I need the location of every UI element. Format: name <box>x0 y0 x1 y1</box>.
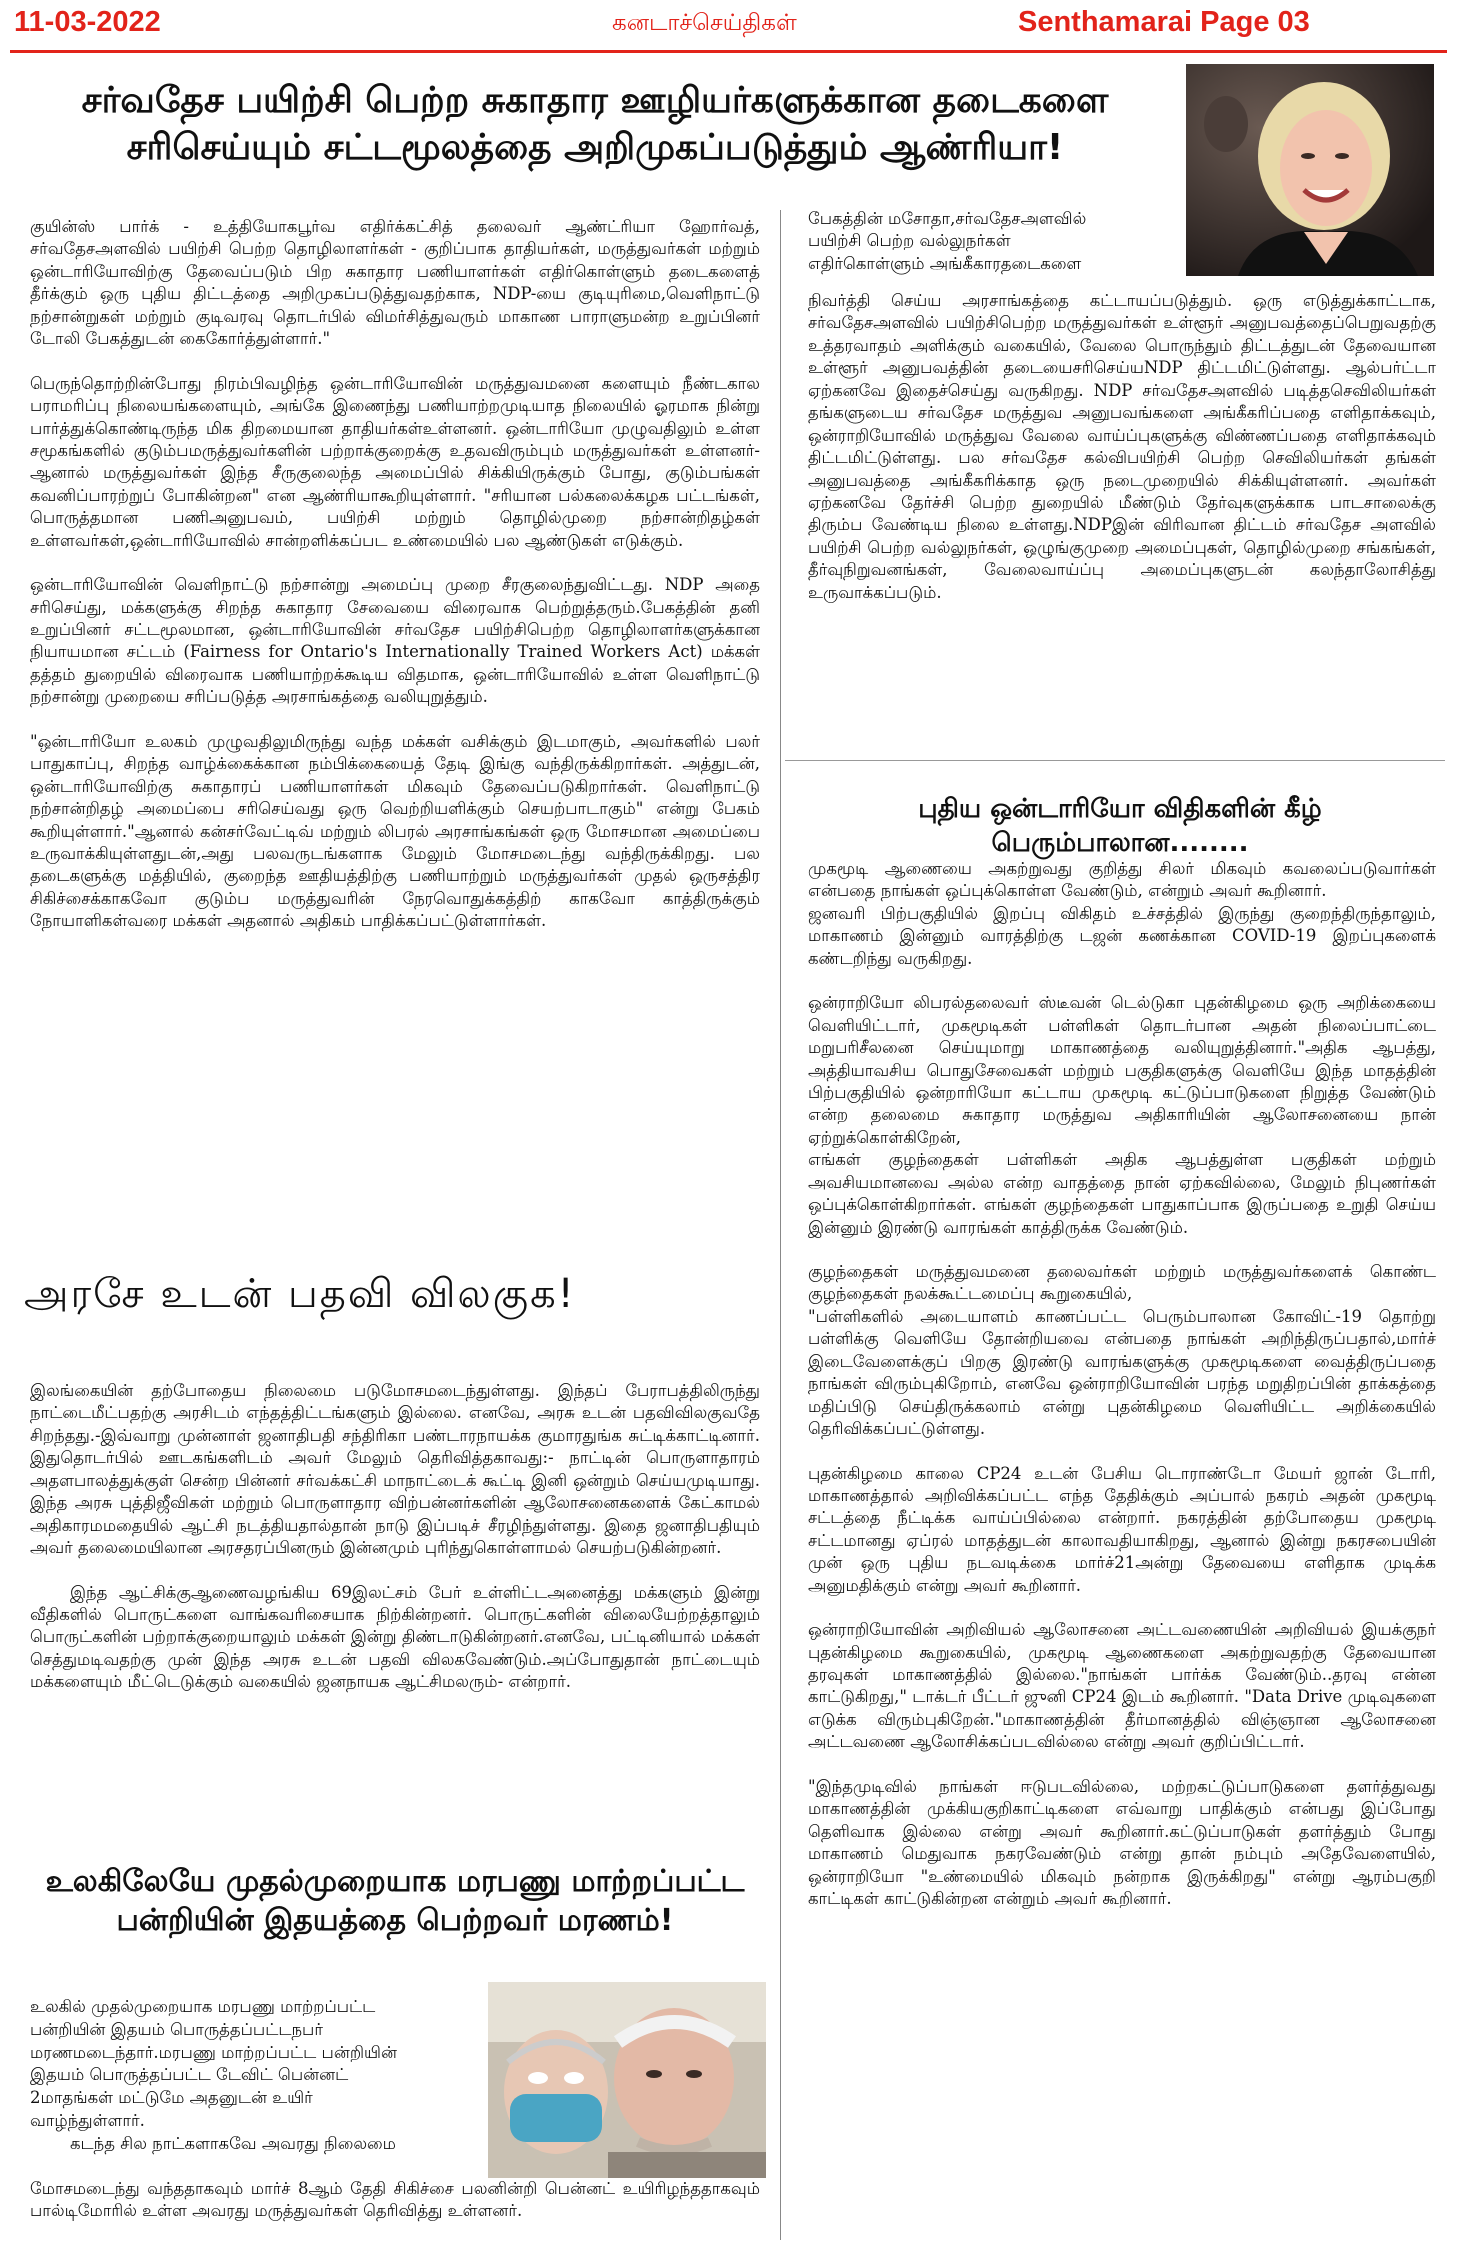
article1-headline-line2: சரிசெய்யும் சட்டமூலத்தை அறிமுகப்படுத்தும் ஆண்ரியா! <box>126 126 1064 168</box>
article2-column <box>30 1380 760 1840</box>
article4-paragraph: முகமூடி ஆணையை அகற்றுவது குறித்து சிலர் மிகவும் கவலைப்படுவார்கள் என்பதை நாங்கள் ஒப்புக்கொள்ள வேண்டும், என்றும் அவர் கூறினார். <box>808 859 1436 901</box>
section-rule <box>785 760 1445 761</box>
article1-right-line: எதிர்கொள்ளும் அங்கீகாரதடைகளை <box>808 253 1082 273</box>
article4-paragraph: குழந்தைகள் மருத்துவமனை தலைவர்கள் மற்றும் மருத்துவர்களைக் கொண்ட குழந்தைகள் நலக்கூட்டமைப்பு கூறுகையில், <box>808 1262 1436 1304</box>
article2-paragraph: இலங்கையின் தற்போதைய நிலைமை படுமோசமடைந்துள்ளது. இந்தப் பேராபத்திலிருந்து நாட்டைமீட்பதற்கு அரசிடம் எந்தத்திட்டங்களும் இல்லை. எனவே, அரசு உடன் பதவிவிலகுவதே சிறந்தது.-இவ்வாறு முன்னாள் ஜனாதிபதி சந்திரிகா பண்டாரநாயக்க குமாரதுங்க சுட்டிக்காட்டினார். இதுதொடர்பில் ஊடகங்களிடம் அவர் மேலும் தெரிவித்தகாவது:- நாட்டின் பொருளாதாரம் அதளபாலத்துக்குள் சென்ற பின்னர் சர்வக்கட்சி மாநாட்டைக் கூட்டி இனி ஒன்றும் செய்யமுடியாது. இந்த அரசு புத்திஜீவிகள் மற்றும் பொருளாதார விற்பன்னர்களின் ஆலோசனைகளைக் கேட்காமல் அதிகாரமமதையில் ஆட்சி நடத்தியதால்தான் நாடு இப்படிச் சீரழிந்துள்ளது. இதை ஜனாதிபதியும் அவர் தலைமையிலான அரசதரப்பினரும் இன்னமும் புரிந்துகொள்ளாமல் செயற்படுகின்றனர். <box>30 1381 760 1558</box>
article4-paragraph: ஒன்ராறியோவின் அறிவியல் ஆலோசனை அட்டவணையின் அறிவியல் இயக்குநர் புதன்கிழமை கூறுகையில், முகமூடி ஆணைகளை அகற்றுவதற்கு தேவையான தரவுகள் மாகாணத்தில் இல்லை."நாங்கள் பார்க்க வேண்டும்..தரவு என்ன காட்டுகிறது," டாக்டர் பீட்டர் ஜுனி CP24 இடம் கூறினார். "Data Drive முடிவுகளை எடுக்க விரும்புகிறேன்."மாகாணத்தின் தீர்மானத்தில் விஞ்ஞான ஆலோசனை அட்டவணை ஆலோசிக்கப்படவில்லை என்று அவர் குறிப்பிட்டார். <box>808 1620 1436 1752</box>
column-divider <box>780 210 781 2240</box>
article1-left-column <box>30 216 760 1281</box>
article3-continued <box>30 2178 760 2246</box>
article1-right-line: பயிற்சி பெற்ற வல்லுநர்கள் <box>808 231 1011 251</box>
article3-intro <box>30 1996 480 2155</box>
article4-paragraph: "இந்தமுடிவில் நாங்கள் ஈடுபடவில்லை, மற்றகட்டுப்பாடுகளை தளர்த்துவது மாகாணத்தின் முக்கியகுறிகாட்டிகளை எவ்வாறு பாதிக்கும் என்பது இப்போது தெளிவாக இல்லை என்று அவர் கூறினார்.கட்டுப்பாடுகள் தளர்த்தும் போது மாகாணம் மெதுவாக நகரவேண்டும் என்று தான் நம்பும் அதேவேளையில், ஒன்ராறியோ "உண்மையில் மிகவும் நன்றாக இருக்கிறது" என்று ஆரம்பகுறி காட்டிகள் காட்டுகின்றன என்றும் அவர் கூறினார். <box>808 1776 1436 1908</box>
article1-paragraph: "ஒன்டாரியோ உலகம் முழுவதிலுமிருந்து வந்த மக்கள் வசிக்கும் இடமாகும், அவர்களில் பலர் பாதுகாப்பு, சிறந்த வாழ்க்கைக்கான நம்பிக்கையைத் தேடி இங்கு வந்திருக்கிறார்கள். அத்துடன், ஒன்டாரியோவிற்கு சுகாதாரப் பணியாளர்கள் மிகவும் தேவைப்படுகிறார்கள். வெளிநாட்டு நற்சான்றிதழ் அமைப்பை சரிசெய்வது ஒரு வெற்றியளிக்கும் செயற்பாடாகும்" என்று பேகம் கூறியுள்ளார்."ஆனால் கன்சர்வேட்டிவ் மற்றும் லிபரல் அரசாங்கங்கள் ஒரு மோசமான அமைப்பை உருவாக்கியுள்ளதுடன்,அது பலவருடங்களாக மேலும் மோசமடைந்து வந்திருக்கிறது. பல தடைகளுக்கு மத்தியில், குறைந்த ஊதியத்திற்கு பணியாற்றும் மருத்துவர்கள் முதல் ஒருசத்திர சிகிச்சைக்காகவோ குடும்ப மருத்துவரின் நேரவொதுக்கத்திற் காகவோ காத்திருக்கும் நோயாளிகள்வரை மக்கள் அதனால் அதிகம் பாதிக்கப்பட்டுள்ளார்கள். <box>30 731 760 931</box>
article1-paragraph: ஒன்டாரியோவின் வெளிநாட்டு நற்சான்று அமைப்பு முறை சீரகுலைந்துவிட்டது. NDP அதை சரிசெய்து, மக்களுக்கு சிறந்த சுகாதார சேவையை விரைவாக பெற்றுத்தரும்.பேகத்தின் தனி உறுப்பினர் சட்டமூலமான, ஒன்டாரியோவின் சர்வதேச பயிற்சிபெற்ற தொழிலாளர்களுக்கான நியாயமான சட்டம் (Fairness for Ontario's Internationally Trained Workers Act) மக்கள் தத்தம் துறையில் விரைவாக பணியாற்றக்கூடிய விதமாக, ஒன்டாரியோவில் உள்ள வெளிநாட்டு நற்சான்று முறையை சரிப்படுத்த அரசாங்கத்தை வலியுறுத்தும். <box>30 575 760 707</box>
page-label: Senthamarai Page 03 <box>1018 6 1310 38</box>
issue-date: 11-03-2022 <box>14 6 161 38</box>
article1-paragraph: பெருந்தொற்றின்போது நிரம்பிவழிந்த ஒன்டாரியோவின் மருத்துவமனை களையும் நீண்டகால பராமரிப்பு நிலையங்களையும், அங்கே இணைந்து பணியாற்றமுடியாத நிலையில் ஓரமாக நின்று பார்த்துக்கொண்டிருந்த மிக திறமையான தாதியர்கள்உள்ளனர். ஒன்டாரியோ முழுவதிலும் உள்ள சமூகங்களில் குடும்பமருத்துவர்களின் பற்றாக்குறைக்கு உதவவிரும்பும் மருத்துவர்கள் உள்ளனர்- ஆனால் மருத்துவர்கள் இந்த சீருகுலைந்த அமைப்பில் சிக்கியிருக்கும் போது, குடும்பங்கள் கவனிப்பாரற்றுப் போகின்றன" என ஆண்ரியாகூறியுள்ளார். "சரியான பல்கலைக்கழக பட்டங்கள், பொருத்தமான பணிஅனுபவம், பயிற்சி மற்றும் தொழில்முறை நற்சான்றிதழ்கள் உள்ளவர்கள்,ஒன்டாரியோவில் சான்றளிக்கப்பட உண்மையில் பல ஆண்டுகள் எடுக்கும். <box>30 373 760 550</box>
article2-paragraph: இந்த ஆட்சிக்குஆணைவழங்கிய 69இலட்சம் பேர் உள்ளிட்டஅனைத்து மக்களும் இன்று வீதிகளில் பொருட்களை வாங்கவரிசையாக நிற்கின்றனர். பொருட்களின் விலையேற்றத்தாலும் பொருட்களின் பற்றாக்குறையாலும் மக்கள் இன்று திண்டாடுகின்றனர்.எனவே, பட்டினியால் மக்கள் செத்துமடிவதற்கு முன் இந்த அரசு உடன் பதவி விலகவேண்டும்.அப்போதுதான் நாட்டையும் மக்களையும் மீட்டெடுக்கும் வகையில் ஜனநாயக ஆட்சிமலரும்- என்றார். <box>30 1582 760 1692</box>
article1-paragraph: நிவர்த்தி செய்ய அரசாங்கத்தை கட்டாயப்படுத்தும். ஒரு எடுத்துக்காட்டாக, சர்வதேசஅளவில் பயிற்சிபெற்ற மருத்துவர்கள் உள்ளூர் அனுபவத்தைப்பெறுவதற்கு உத்தரவாதம் அளிக்கும் வகையில், வேலை பொருந்தும் திட்டத்துடன் தேவையான உள்ளூர் அனுபவத்தின் தடையைசரிசெய்யNDP திட்டமிட்டுள்ளது. ஆல்பர்ட்டா ஏற்கனவே இதைச்செய்து வருகிறது. NDP சர்வதேசஅளவில் படித்தசெவிலியர்கள் தங்களுடைய சர்வதேச மருத்துவ அனுபவங்களை அங்கீகரிப்பதை எளிதாக்கவும், ஒன்ராறியோவில் மருத்துவ வேலை வாய்ப்புகளுக்கு விண்ணப்பதை எளிதாக்கவும் திட்டமிட்டுள்ளது. பல சர்வதேச கல்விபயிற்சி பெற்ற செவிலியர்கள் தங்கள் அனுபவத்தை அங்கீகரிக்காத ஒரு நடைமுறையில் சிக்கியுள்ளனர். அவர்கள் ஏற்கனவே தேர்ச்சி பெற்ற துறையில் மீண்டும் தேர்வுகளுக்காக பாடசாலைக்கு திரும்ப வேண்டிய நிலை உள்ளது.NDPஇன் விரிவான திட்டம் சர்வதேச அளவில் பயிற்சி பெற்ற வல்லுநர்கள், ஒழுங்குமுறை அமைப்புகள், தொழில்முறை சங்கங்கள், தீர்வுநிறுவனங்கள், வேலைவாய்ப்பு அமைப்புகளுடன் கலந்தாலோசித்து உருவாக்கப்படும். <box>808 291 1436 602</box>
article1-right-column <box>808 290 1436 750</box>
header-rule <box>10 50 1447 53</box>
article4-headline: புதிய ஒன்டாரியோ விதிகளின் கீழ் பெரும்பாலான........ <box>918 794 1322 858</box>
portrait-photo-icon <box>1186 64 1434 276</box>
article4-paragraph: ஜனவரி பிற்பகுதியில் இறப்பு விகிதம் உச்சத்தில் இருந்து குறைந்திருந்தாலும், மாகாணம் இன்னும் வாரத்திற்கு டஜன் கணக்கான COVID-19 இறப்புகளைக் கண்டறிந்து வருகிறது. <box>808 903 1436 968</box>
article3-line: பன்றியின் இதயம் பொருத்தப்பட்டநபர் <box>30 2019 323 2039</box>
article3-line: மரணமடைந்தார்.மரபணு மாற்றப்பட்ட பன்றியின் <box>30 2042 397 2062</box>
article3-line: கடந்த சில நாட்களாகவே அவரது நிலைமை <box>70 2133 396 2153</box>
article3-line: வாழ்ந்துள்ளார். <box>30 2110 145 2130</box>
article3-line: உலகில் முதல்முறையாக மரபணு மாற்றப்பட்ட <box>30 1997 376 2016</box>
article1-paragraph: குயின்ஸ் பார்க் - உத்தியோகபூர்வ எதிர்க்கட்சித் தலைவர் ஆண்ட்ரியா ஹோர்வத், சர்வதேசஅளவில் பயிற்சி பெற்ற தொழிலாளர்கள் - குறிப்பாக தாதியர்கள், மருத்துவர்கள் மற்றும் ஒன்டாரியோவிற்கு தேவைப்படும் பிற சுகாதார பணியாளர்கள் எதிர்கொள்ளும் தடைகளைத் தீர்க்கும் ஒரு புதிய திட்டத்தை அறிமுகப்படுத்துவதற்காக, NDP-யை குடியுரிமை,வெளிநாட்டு நற்சான்றுகள் மற்றும் குடிவரவு தொடர்பில் விமர்சித்துவரும் மாகாண பாராளுமன்ற உறுப்பினர் டோலி பேகத்துடன் கைகோர்த்துள்ளார்." <box>30 217 760 349</box>
article1-right-column-top <box>808 208 1180 275</box>
article3-line: 2மாதங்கள் மட்டுமே அதனுடன் உயிர் <box>30 2088 313 2108</box>
article3-paragraph: மோசமடைந்து வந்ததாகவும் மார்ச் 8ஆம் தேதி சிகிச்சை பலனின்றி பென்னட் உயிரிழந்ததாகவும் பால்டிமோரில் உள்ள அவரது மருத்துவர்கள் தெரிவித்து உள்ளனர். <box>30 2179 760 2221</box>
article4-paragraph: "பள்ளிகளில் அடையாளம் காணப்பட்ட பெரும்பாலான கோவிட்-19 தொற்று பள்ளிக்கு வெளியே தோன்றியவை என்பதை நாங்கள் அறிந்திருப்பதால்,மார்ச் இடைவேளைக்குப் பிறகு இரண்டு வாரங்களுக்கு முகமூடிகளை வைத்திருப்பதை நாங்கள் விரும்புகிறோம், எனவே ஒன்ராறியோவின் பரந்த மறுதிறப்பின் தாக்கத்தை மதிப்பிடு செய்திருக்கலாம் என்று புதன்கிழமை வெளியிட்ட அறிக்கையில் தெரிவிக்கப்பட்டுள்ளது. <box>808 1306 1436 1439</box>
article4-paragraph: ஒன்ராறியோ லிபரல்தலைவர் ஸ்டீவன் டெல்டுகா புதன்கிழமை ஒரு அறிக்கையை வெளியிட்டார், முகமூடிகள் பள்ளிகள் தொடர்பான அதன் நிலைப்பாட்டை மறுபரிசீலனை செய்யுமாறு மாகாணத்தை வலியுறுத்தினார்."அதிக ஆபத்து, அத்தியாவசிய பொதுசேவைகள் மற்றும் பகுதிகளுக்கு வெளியே இந்த மாதத்தின் பிற்பகுதியில் ஒன்றாரியோ கட்டாய முகமூடி கட்டுப்பாடுகளை நிறுத்த வேண்டும் என்ற தலைமை சுகாதார மருத்துவ அதிகாரியின் ஆலோசனையை நான் ஏற்றுக்கொள்கிறேன், <box>808 993 1436 1147</box>
article2-headline: அரசே உடன் பதவி விலகுக! <box>24 1271 576 1317</box>
article3-headline <box>20 1862 770 1940</box>
article3-photo <box>488 1982 766 2178</box>
article3-headline-line1: உலகிலேயே முதல்முறையாக மரபணு மாற்றப்பட்ட <box>45 1864 745 1899</box>
article4-paragraph: புதன்கிழமை காலை CP24 உடன் பேசிய டொராண்டோ மேயர் ஜான் டோரி, மாகாணத்தால் அறிவிக்கப்பட்ட எந்த தேதிக்கும் அப்பால் நகரம் அதன் முகமூடி சட்டத்தை நீட்டிக்க வாய்ப்பில்லை என்றார். நகரத்தின் தற்போதைய முகமூடி சட்டமானது ஏப்ரல் மாதத்துடன் காலாவதியாகிறது, ஆனால் இன்று நகரசபையின் முன் ஒரு புதிய நடவடிக்கை மார்ச்21அன்று தேவையை எளிதாக முடிக்க அனுமதிக்கும் என்று அவர் கூறினார். <box>808 1463 1436 1595</box>
article1-headline-line1: சர்வதேச பயிற்சி பெற்ற சுகாதார ஊழியர்களுக்கான தடைகளை <box>81 80 1109 121</box>
article4-column <box>808 858 1436 2243</box>
hospital-patient-photo-icon <box>488 1982 766 2178</box>
article4-paragraph: எங்கள் குழந்தைகள் பள்ளிகள் அதிக ஆபத்துள்ள பகுதிகள் மற்றும் அவசியமானவை அல்ல என்ற வாதத்தை நான் ஏற்கவில்லை, மேலும் நிபுணர்கள் ஒப்புக்கொள்கிறார்கள். எங்கள் குழந்தைகள் பாதுகாப்பாக இருப்பதை உறுதி செய்ய இன்னும் இரண்டு வாரங்கள் காத்திருக்க வேண்டும். <box>808 1150 1436 1237</box>
article3-headline-line2: பன்றியின் இதயத்தை பெற்றவர் மரணம்! <box>116 1903 674 1938</box>
article1-headline <box>20 78 1170 172</box>
publication-section: கனடாச்செய்திகள் <box>612 10 797 36</box>
article1-right-line: பேகத்தின் மசோதா,சர்வதேசஅளவில் <box>808 209 1087 228</box>
article3-line: இதயம் பொருத்தப்பட்ட டேவிட் பென்னட் <box>30 2065 349 2085</box>
article1-photo <box>1186 64 1434 276</box>
